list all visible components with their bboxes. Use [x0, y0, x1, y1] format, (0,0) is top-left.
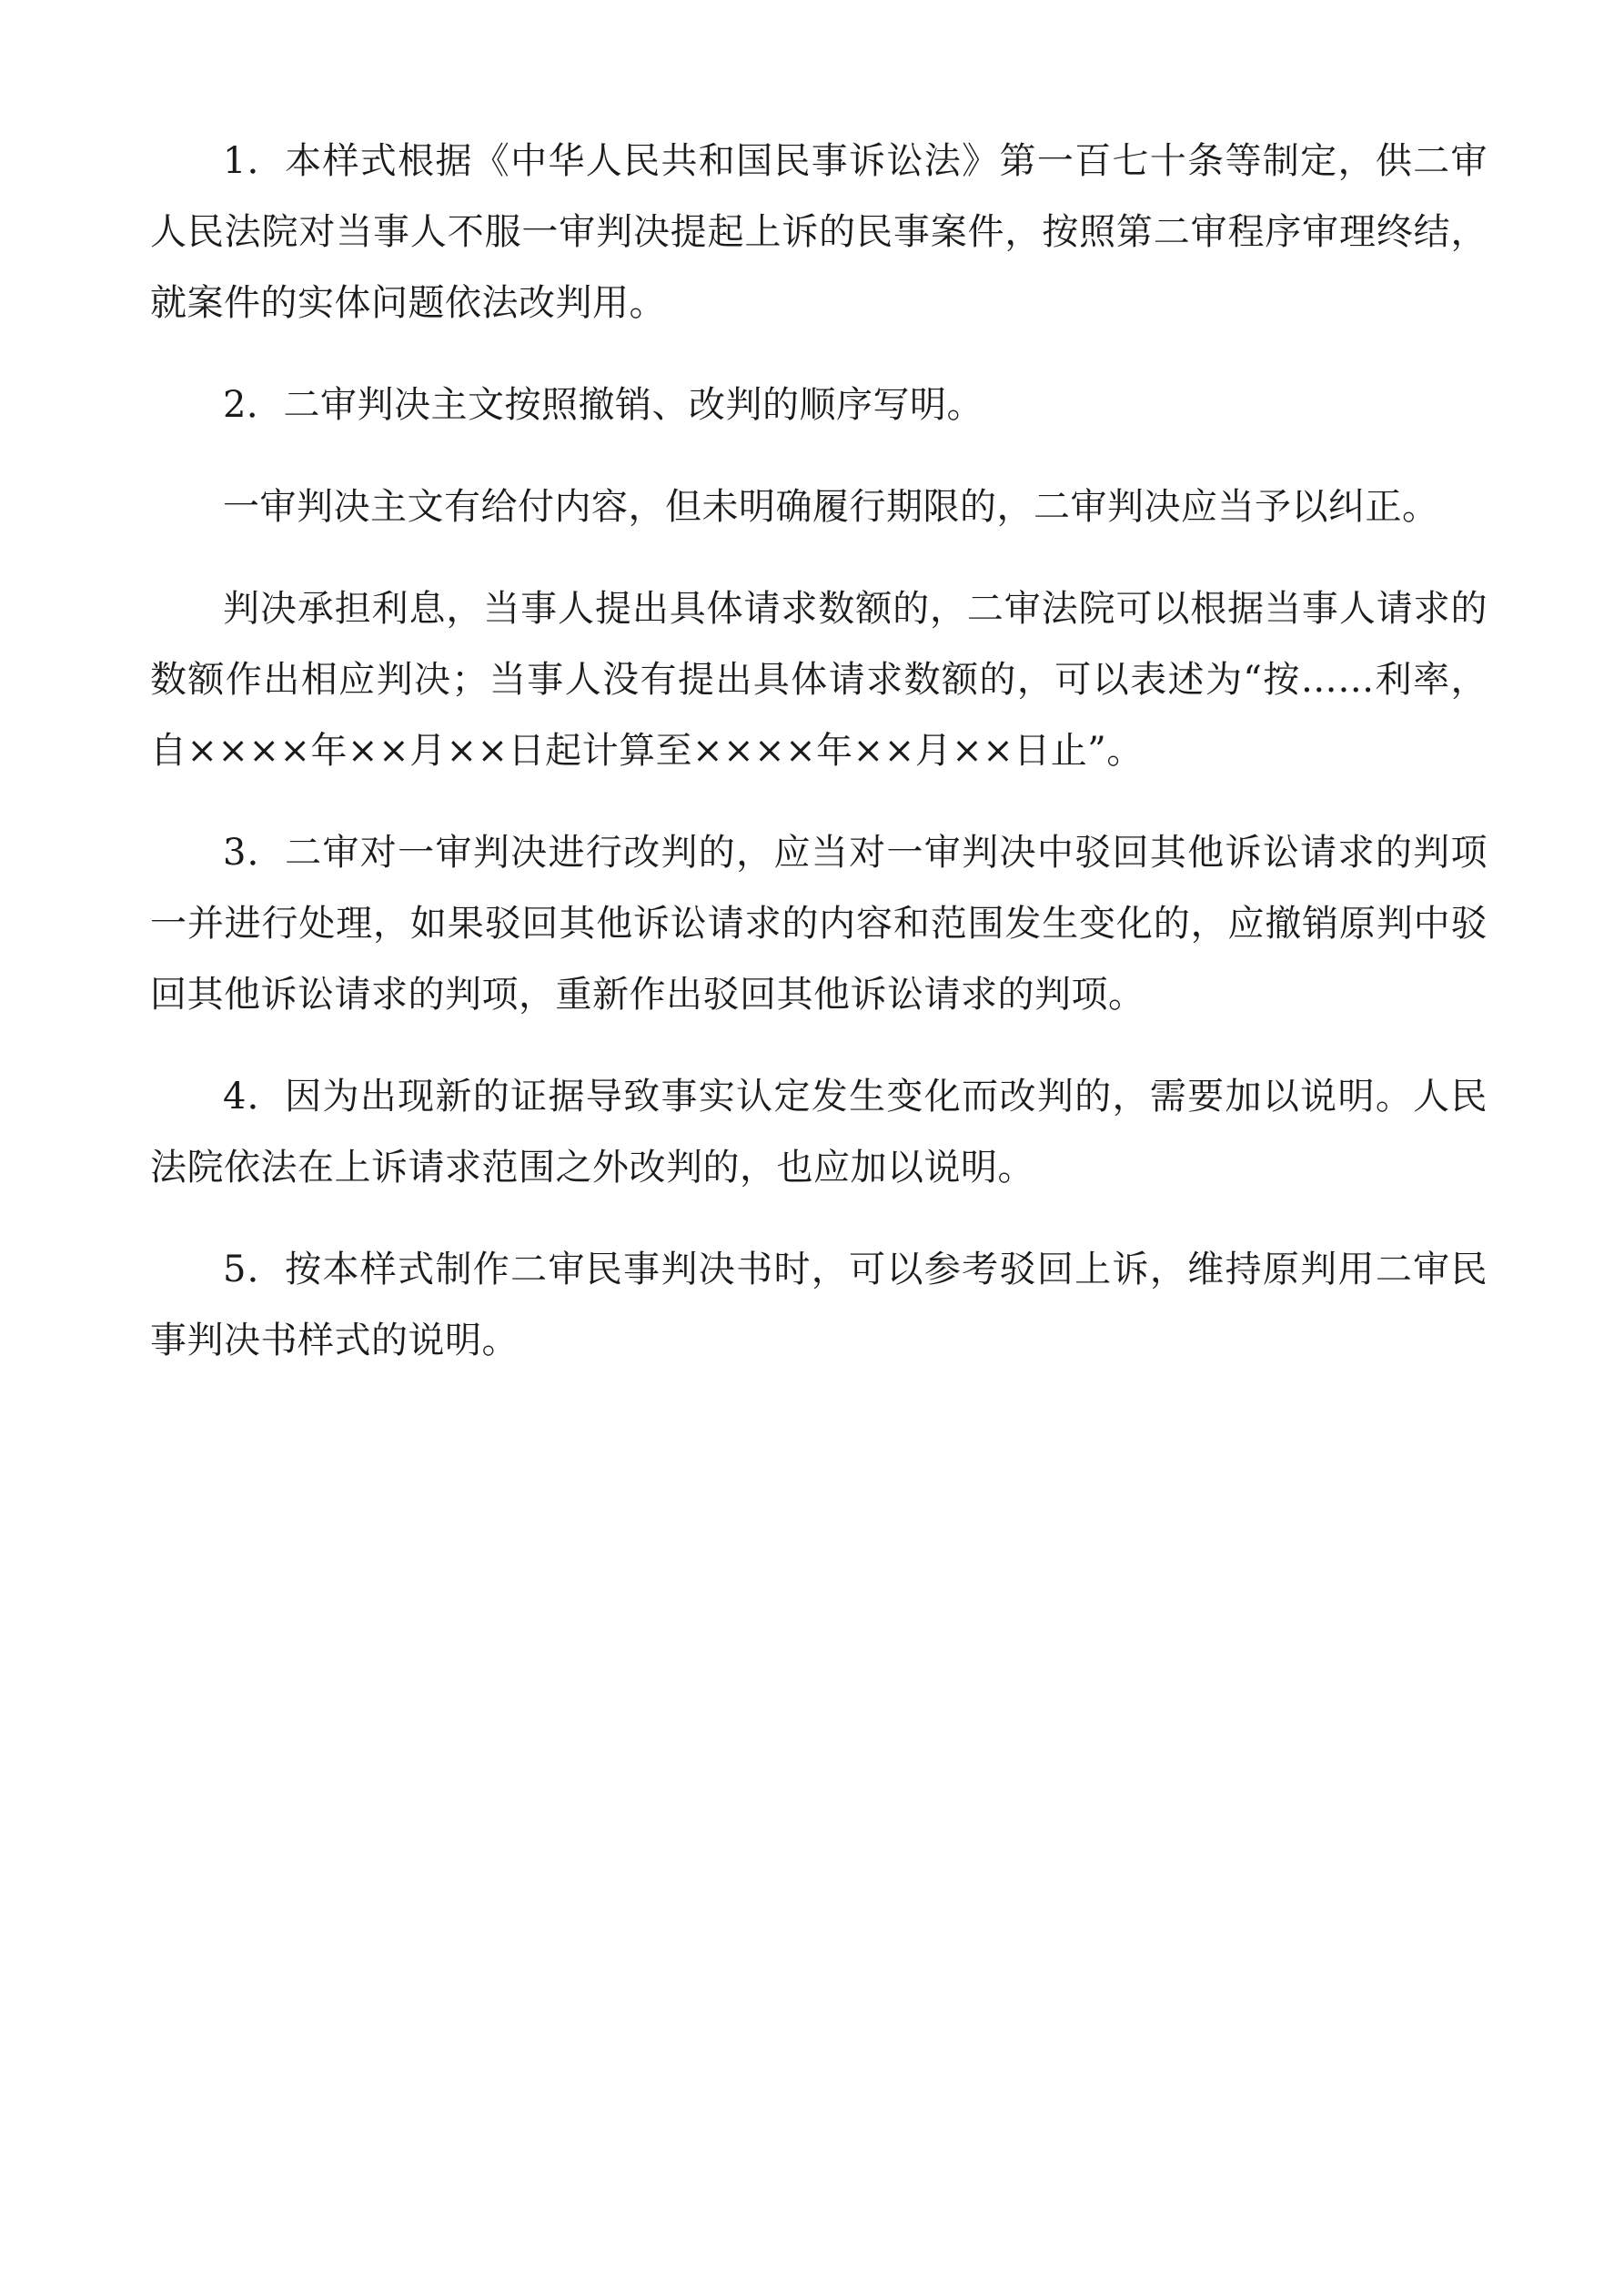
paragraph-3: 一审判决主文有给付内容，但未明确履行期限的，二审判决应当予以纠正。	[223, 486, 1439, 528]
paragraph-4: 判决承担利息，当事人提出具体请求数额的，二审法院可以根据当事人请求的数额作出相应判决；当事人没有提出具体请求数额的，可以表述为“按……利率，自××××年××月××日起计算至××××年××月××日止”。	[150, 588, 1488, 772]
paragraph-5: 3．二审对一审判决进行改判的，应当对一审判决中驳回其他诉讼请求的判项一并进行处理，如果驳回其他诉讼请求的内容和范围发生变化的，应撤销原判中驳回其他诉讼请求的判项，重新作出驳回其他诉讼请求的判项。	[150, 832, 1488, 1016]
paragraph-2: 2．二审判决主文按照撤销、改判的顺序写明。	[223, 384, 983, 426]
paragraph-1: 1．本样式根据《中华人民共和国民事诉讼法》第一百七十条等制定，供二审人民法院对当事人不服一审判决提起上诉的民事案件，按照第二审程序审理终结，就案件的实体问题依法改判用。	[150, 140, 1488, 324]
document-body	[150, 126, 1488, 1376]
paragraph-7: 5．按本样式制作二审民事判决书时，可以参考驳回上诉，维持原判用二审民事判决书样式的说明。	[150, 1249, 1488, 1361]
paragraph-6: 4．因为出现新的证据导致事实认定发生变化而改判的，需要加以说明。人民法院依法在上诉请求范围之外改判的，也应加以说明。	[150, 1076, 1488, 1188]
